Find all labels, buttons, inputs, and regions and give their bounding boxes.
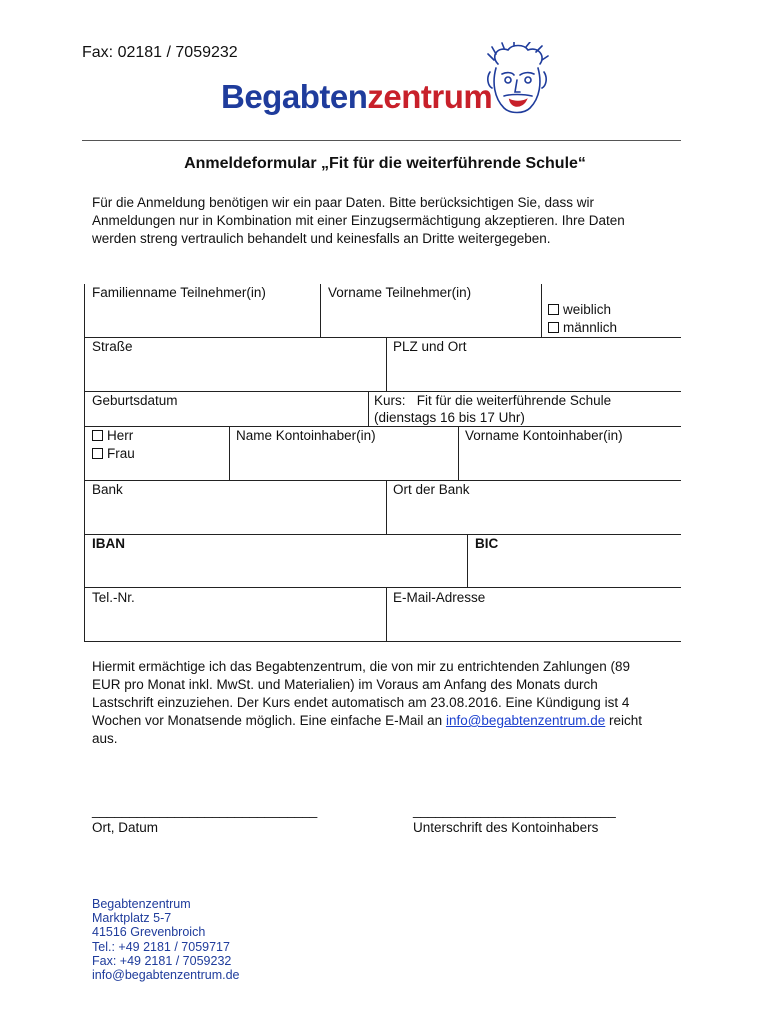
- checkbox-icon: [548, 304, 559, 315]
- fax-number: Fax: 02181 / 7059232: [82, 44, 238, 61]
- checkbox-icon: [548, 322, 559, 333]
- consent-text-part: reicht: [605, 713, 643, 728]
- familienname-field[interactable]: Familienname Teilnehmer(in): [92, 285, 266, 300]
- ort-datum-label: Ort, Datum: [92, 820, 159, 835]
- footer-line: Fax: +49 2181 / 7059232: [92, 953, 232, 968]
- header-divider: [82, 140, 681, 141]
- consent-line: Lastschrift einzuziehen. Der Kurs endet automatisch am 23.08.2016. Eine Kündigung ist 4: [92, 695, 630, 710]
- signature-line-right[interactable]: ___________________________: [413, 803, 616, 818]
- footer-line: Marktplatz 5-7: [92, 911, 172, 926]
- grid-line: [84, 534, 681, 535]
- consent-line: aus.: [92, 731, 118, 746]
- consent-text-part: Wochen vor Monatsende möglich. Eine einfache E-Mail an: [92, 713, 446, 728]
- grid-line: [84, 587, 681, 588]
- plz-ort-field[interactable]: PLZ und Ort: [393, 339, 467, 354]
- email-link[interactable]: info@begabtenzentrum.de: [445, 713, 606, 728]
- footer-line: info@begabtenzentrum.de: [92, 968, 240, 983]
- frau-label: Frau: [107, 446, 135, 461]
- logo: [221, 78, 492, 116]
- herr-label: Herr: [107, 428, 134, 443]
- grid-line: [386, 587, 387, 641]
- grid-line: [84, 337, 681, 338]
- footer-line: Begabtenzentrum: [92, 897, 191, 911]
- maennlich-checkbox[interactable]: [548, 320, 617, 335]
- checkbox-icon: [92, 448, 103, 459]
- grid-line: [229, 426, 230, 480]
- weiblich-checkbox[interactable]: [548, 302, 611, 317]
- grid-line: [84, 426, 681, 427]
- grid-line: [84, 641, 681, 642]
- email-field[interactable]: E-Mail-Adresse: [393, 590, 486, 605]
- grid-line: [320, 284, 321, 337]
- grid-line: [386, 337, 387, 391]
- consent-text: [92, 658, 676, 748]
- frau-checkbox[interactable]: [92, 446, 135, 461]
- maennlich-label: männlich: [563, 320, 618, 335]
- grid-line: [458, 426, 459, 480]
- logo-part-begabten: Begabten: [221, 78, 368, 115]
- checkbox-icon: [92, 430, 103, 441]
- grid-line: [84, 480, 681, 481]
- kurs-info: Kurs: Fit für die weiterführende Schule: [374, 393, 612, 408]
- consent-line: EUR pro Monat inkl. MwSt. und Materialien) im Voraus am Anfang des Monats durch: [92, 677, 598, 692]
- grid-line: [541, 284, 542, 337]
- footer-address: [92, 897, 240, 982]
- footer-line: 41516 Grevenbroich: [92, 925, 206, 940]
- grid-line: [467, 534, 468, 587]
- consent-line: [92, 712, 676, 730]
- grid-line: [84, 391, 681, 392]
- tel-field[interactable]: Tel.-Nr.: [92, 590, 135, 605]
- logo-part-zentrum: zentrum: [367, 78, 493, 115]
- grid-line: [368, 391, 369, 426]
- grid-line: [386, 480, 387, 534]
- vorname-field[interactable]: Vorname Teilnehmer(in): [328, 285, 472, 300]
- page-title: Anmeldeformular „Fit für die weiterführende Schule“: [184, 155, 586, 172]
- vorname-kontoinhaber-field[interactable]: Vorname Kontoinhaber(in): [465, 428, 623, 443]
- einstein-face-icon: [484, 42, 550, 122]
- geburtsdatum-field[interactable]: Geburtsdatum: [92, 393, 178, 408]
- intro-line: werden streng vertraulich behandelt und keinesfalls an Dritte weitergegeben.: [92, 231, 551, 246]
- herr-checkbox[interactable]: [92, 428, 133, 443]
- intro-text: [92, 194, 672, 248]
- weiblich-label: weiblich: [563, 302, 612, 317]
- bank-field[interactable]: Bank: [92, 482, 123, 497]
- signature-line-left[interactable]: ______________________________: [92, 803, 318, 818]
- kurs-time: (dienstags 16 bis 17 Uhr): [374, 410, 525, 425]
- unterschrift-label: Unterschrift des Kontoinhabers: [413, 820, 599, 835]
- bic-field[interactable]: BIC: [475, 536, 499, 551]
- name-kontoinhaber-field[interactable]: Name Kontoinhaber(in): [236, 428, 376, 443]
- consent-line: Hiermit ermächtige ich das Begabtenzentrum, die von mir zu entrichtenden Zahlungen (89: [92, 659, 631, 674]
- footer-line: Tel.: +49 2181 / 7059717: [92, 939, 230, 954]
- iban-field[interactable]: IBAN: [92, 536, 125, 551]
- intro-line: Für die Anmeldung benötigen wir ein paar Daten. Bitte berücksichtigen Sie, dass wir: [92, 195, 595, 210]
- intro-line: Anmeldungen nur in Kombination mit einer Einzugsermächtigung akzeptieren. Ihre Daten: [92, 213, 625, 228]
- ort-bank-field[interactable]: Ort der Bank: [393, 482, 470, 497]
- strasse-field[interactable]: Straße: [92, 339, 133, 354]
